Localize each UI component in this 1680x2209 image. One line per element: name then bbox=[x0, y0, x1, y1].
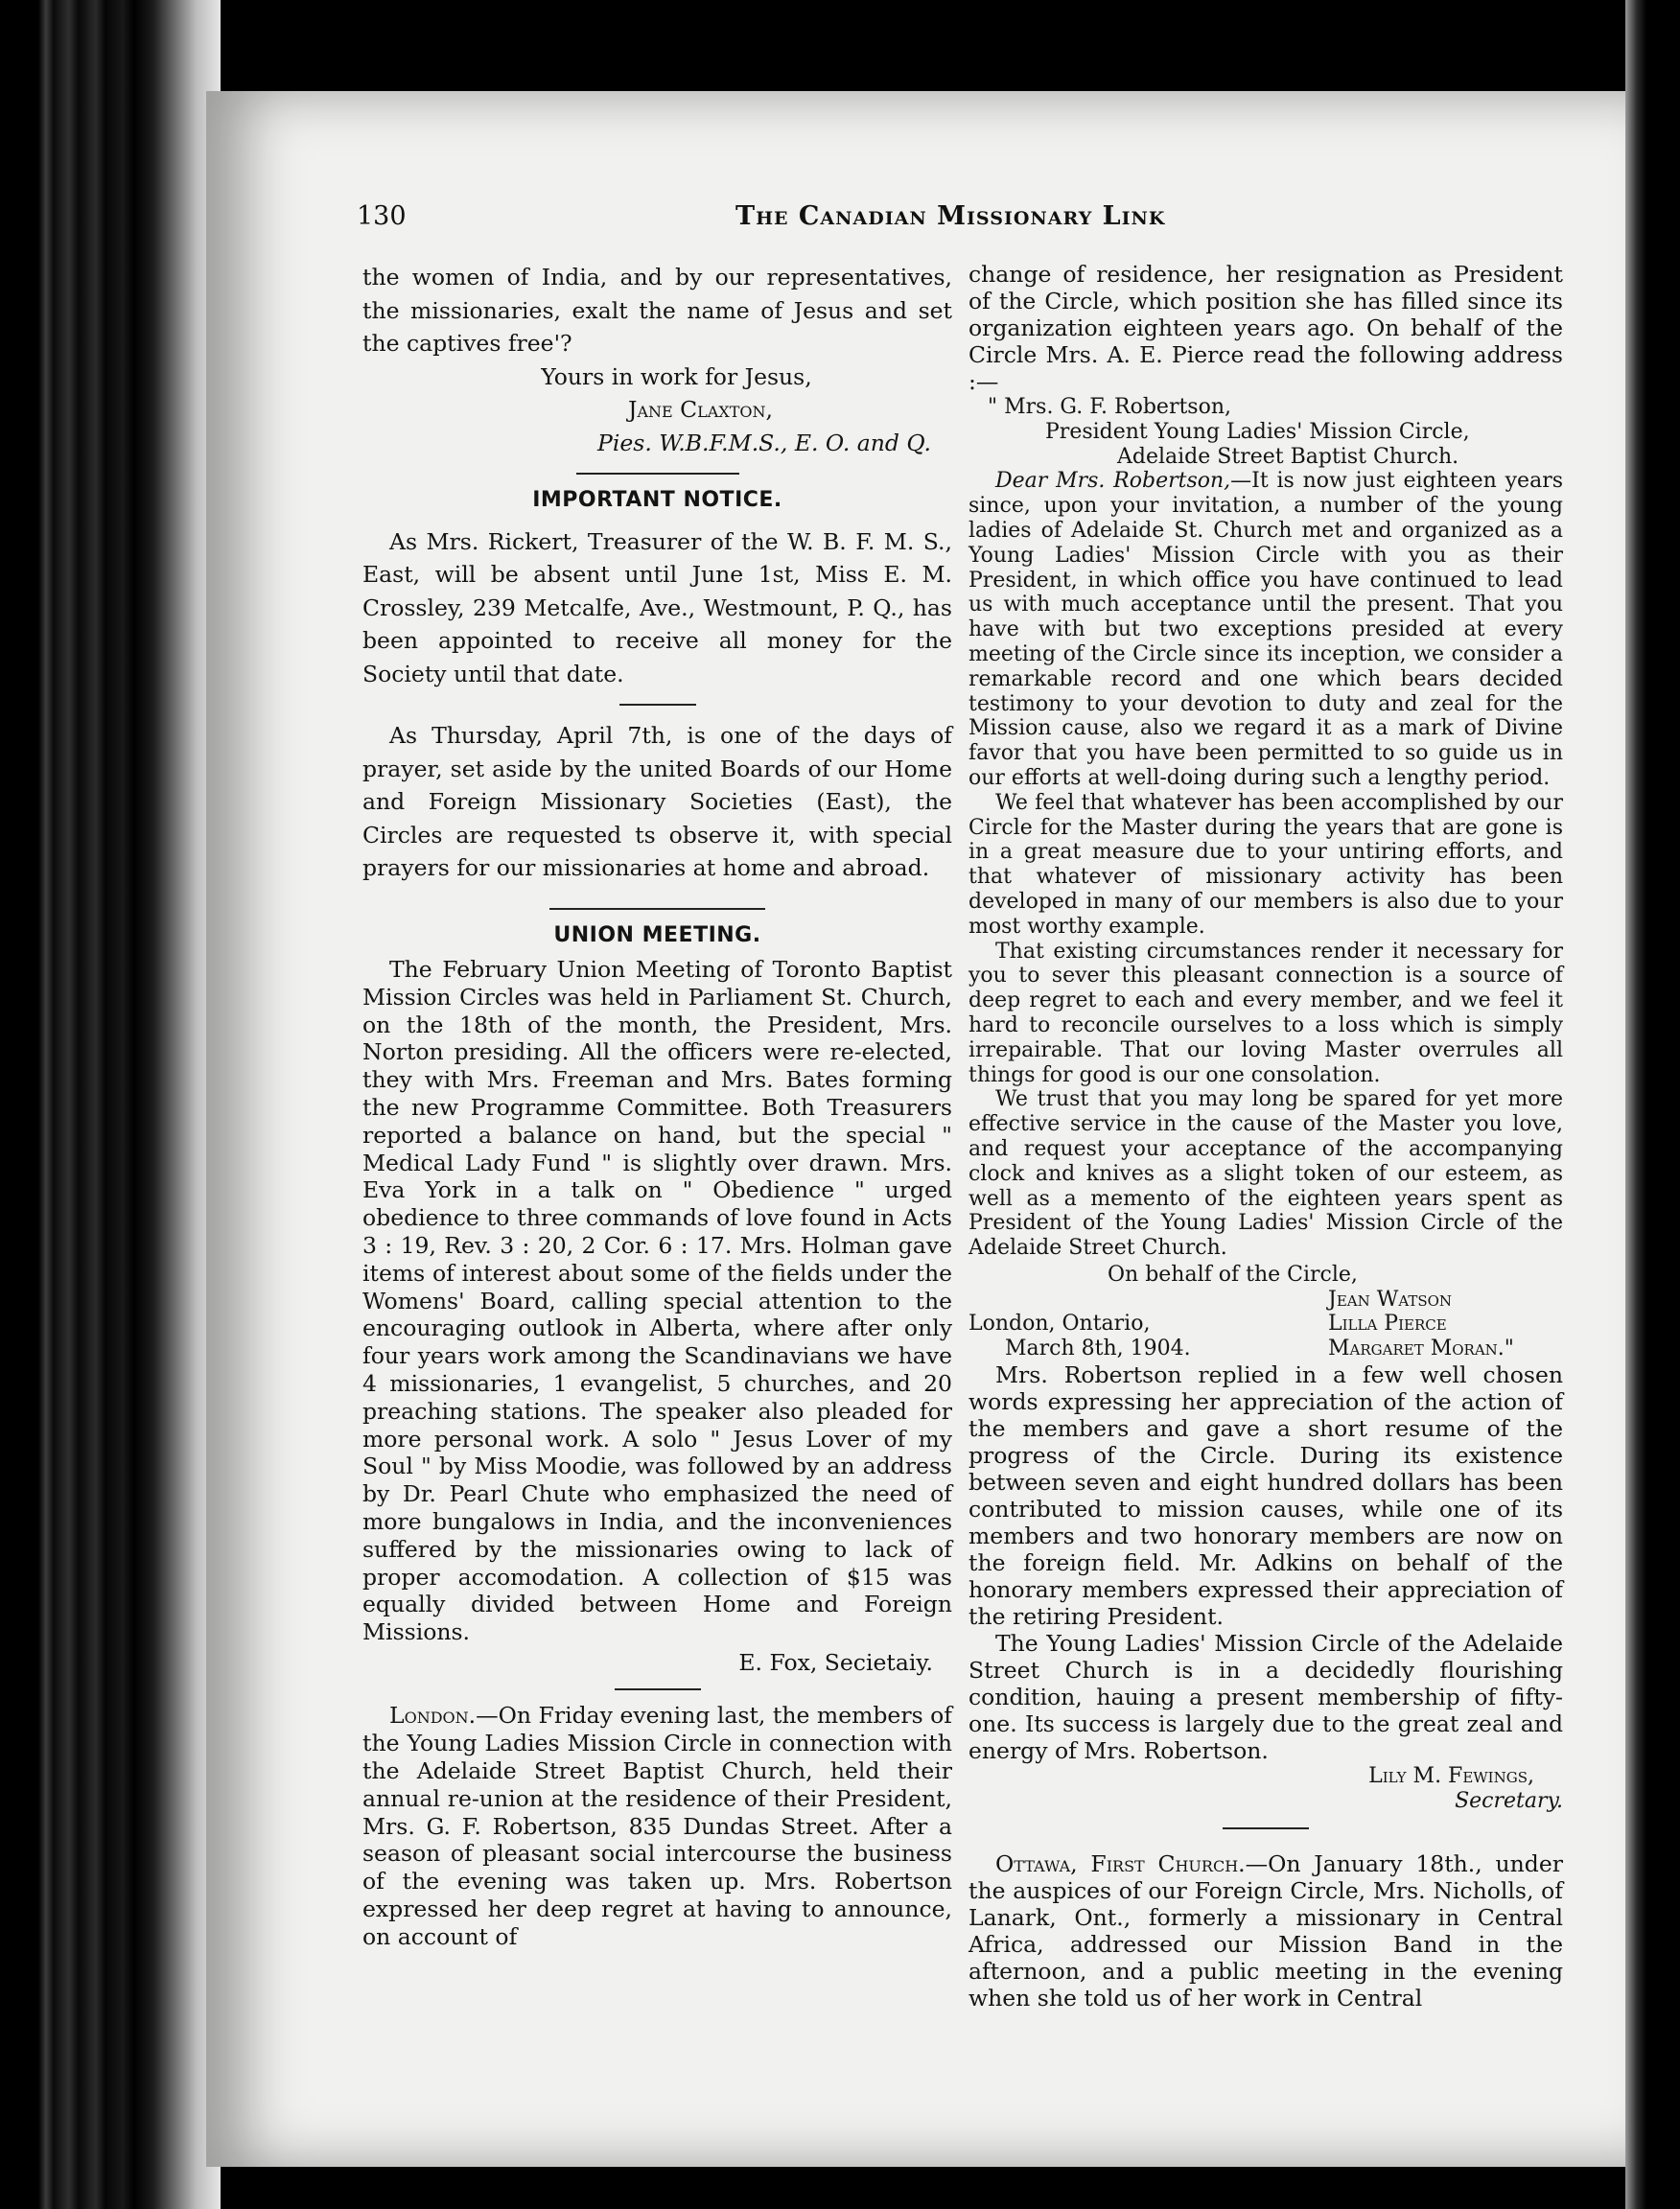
london-continuation: change of residence, her resignation as President of the Circle, which position she has filled since its organization eighteen years ago. On behalf of the Circle Mrs. A. E. Pierce read the following address :— bbox=[968, 261, 1563, 395]
left-column bbox=[362, 261, 952, 1951]
notice-paragraph: As Mrs. Rickert, Treasurer of the W. B. F. M. S., East, will be absent until June 1st, Miss E. M. Crossley, 239 Metcalfe, Ave., Westmount, P. Q., has been appointed to receive all money for the Society until that date. bbox=[362, 527, 952, 687]
divider bbox=[1223, 1827, 1309, 1829]
address-line-2: President Young Ladies' Mission Circle, bbox=[1045, 419, 1470, 444]
london-text: —On Friday evening last, the members of the Young Ladies Mission Circle in connection with the Adelaide Street Baptist Church, held their annual re-union at the residence of their President, Mrs. G. F. Robertson, 835 Dundas Street. After a season of pleasant social intercourse the business of the evening was taken up. Mrs. Robertson expressed her deep regret at having to announce, on account of bbox=[362, 1702, 952, 1950]
london-report bbox=[362, 1702, 952, 1950]
salutation: Dear Mrs. Robertson, bbox=[995, 469, 1231, 494]
page-edge bbox=[1625, 0, 1680, 2209]
place: London, Ontario, bbox=[968, 1312, 1151, 1337]
address-line-1: " Mrs. G. F. Robertson, bbox=[988, 395, 1231, 419]
important-notice-heading: IMPORTANT NOTICE. bbox=[532, 488, 782, 512]
ottawa-lead: Ottawa, First Church. bbox=[995, 1849, 1246, 1877]
signer-jean-watson: Jean Watson bbox=[1328, 1287, 1453, 1312]
divider bbox=[549, 908, 765, 910]
date: March 8th, 1904. bbox=[1005, 1337, 1191, 1361]
signature-row bbox=[968, 1312, 1563, 1337]
divider bbox=[576, 473, 739, 475]
signature-row bbox=[968, 1337, 1563, 1361]
prayer-day-paragraph: As Thursday, April 7th, is one of the days of prayer, set aside by the united Boards of our Home and Foreign Missionary Societies (East), the Circles are requested ts observe it, with special prayers for our missionaries at home and abroad. bbox=[362, 722, 952, 881]
book-binding-shadow bbox=[0, 0, 221, 2209]
ottawa-text: —On January 18th., under the auspices of our Foreign Circle, Mrs. Nicholls, of Lanark, Ont., formerly a missionary in Central Africa, addressed our Mission Band in the afternoon, and a public meeting in the evening when she told us of her work in Central bbox=[968, 1849, 1563, 2011]
union-meeting-signer: E. Fox, Secietaiy. bbox=[738, 1648, 933, 1676]
circle-paragraph: The Young Ladies' Mission Circle of the Adelaide Street Church is in a decidedly flourishing condition, hauing a present membership of fifty-one. Its success is largely due to the great zeal and energy of Mrs. Robertson. bbox=[968, 1630, 1563, 1765]
letter-closing: Yours in work for Jesus, bbox=[541, 362, 812, 390]
letter-conclusion: the women of India, and by our representatives, the missionaries, exalt the name of Jesus and set the captives free'? bbox=[362, 264, 952, 357]
page-number: 130 bbox=[357, 201, 407, 231]
secretary-title: Secretary. bbox=[1455, 1788, 1563, 1813]
union-meeting-paragraph: The February Union Meeting of Toronto Baptist Mission Circles was held in Parliament St. Church, on the 18th of the month, the President, Mrs. Norton presiding. All the officers were re-elected, they with Mrs. Freeman and Mrs. Bates forming the new Programme Committee. Both Treasurers reported a balance on hand, but the special " Medical Lady Fund " is slightly over drawn. Mrs. Eva York in a talk on " Obedience " urged obedience to three commands of love found in Acts 3 : 19, Rev. 3 : 20, 2 Cor. 6 : 17. Mrs. Holman gave items of interest about some of the fields under the Womens' Board, calling special attention to the encouraging outlook in Alberta, where after only four years work among the Scandinavians we have 4 missionaries, 1 evangelist, 5 churches, and 20 preaching stations. The speaker also pleaded for more personal work. A solo " Jesus Lover of my Soul " by Miss Moodie, was followed by an address by Dr. Pearl Chute who emphasized the need of more bungalows in India, and the inconveniences suffered by the missionaries owing to lack of proper accomodation. A collection of $15 was equally divided between Home and Foreign Missions. bbox=[362, 956, 952, 1646]
signer-lilla-pierce: Lilla Pierce bbox=[1328, 1312, 1447, 1337]
letter-signer-title: Pies. W.B.F.M.S., E. O. and Q. bbox=[597, 429, 931, 456]
signer-margaret-moran: Margaret Moran." bbox=[1328, 1337, 1514, 1361]
divider bbox=[615, 1688, 701, 1690]
letter-paragraph-2: We feel that whatever has been accomplished by our Circle for the Master during the years that are gone is in a great measure due to your untiring efforts, and that whatever of missionary activity has been developed in many of our members is also due to your most worthy example. bbox=[968, 790, 1563, 939]
secretary-name: Lily M. Fewings, bbox=[1368, 1764, 1534, 1789]
letter-paragraph-1: Dear Mrs. Robertson,—It is now just eighteen years since, upon your invitation, a number of the young ladies of Adelaide St. Church met and organized as a Young Ladies' Mission Circle with you as their President, in which office you have continued to lead us with much acceptance until the present. That you have with but two exceptions presided at every meeting of the Circle since its inception, we consider a remarkable record and one which bears decided testimony to your devotion to duty and zeal for the Mission cause, also we regard it as a mark of Divine favor that you have been permitted to so guide us in our efforts at well-doing during such a lengthy period. bbox=[968, 469, 1564, 790]
reply-paragraph: Mrs. Robertson replied in a few well chosen words expressing her appreciation of the action of the members and gave a short resume of the progress of the Circle. During its existence between seven and eight hundred dollars has been contributed to mission causes, while one of its members and two honorary members are now on the foreign field. Mr. Adkins on behalf of the honorary members expressed their appreciation of the retiring President. bbox=[968, 1361, 1563, 1631]
union-meeting-heading: UNION MEETING. bbox=[553, 922, 761, 947]
ottawa-report bbox=[968, 1850, 1563, 2011]
right-column bbox=[968, 261, 1563, 2011]
on-behalf-line: On behalf of the Circle, bbox=[1108, 1262, 1358, 1287]
address-line-3: Adelaide Street Baptist Church. bbox=[1117, 444, 1459, 469]
journal-title: The Canadian Missionary Link bbox=[735, 201, 1166, 231]
letter-paragraph-3: That existing circumstances render it necessary for you to sever this pleasant connection is a source of deep regret to each and every member, and we feel it hard to reconcile ourselves to a loss which is simply irrepairable. That our loving Master overrules all things for good is our one consolation. bbox=[968, 939, 1563, 1087]
letter-signer: Jane Claxton, bbox=[628, 396, 773, 423]
divider bbox=[619, 704, 696, 706]
letter-paragraph-4: We trust that you may long be spared for yet more effective service in the cause of the Master you love, and request your acceptance of the accompanying clock and knives as a slight token of our esteem, as well as a memento of the eighteen years spent as President of the Young Ladies' Mission Circle of the Adelaide Street Church. bbox=[968, 1087, 1563, 1261]
london-lead: London. bbox=[389, 1702, 477, 1730]
